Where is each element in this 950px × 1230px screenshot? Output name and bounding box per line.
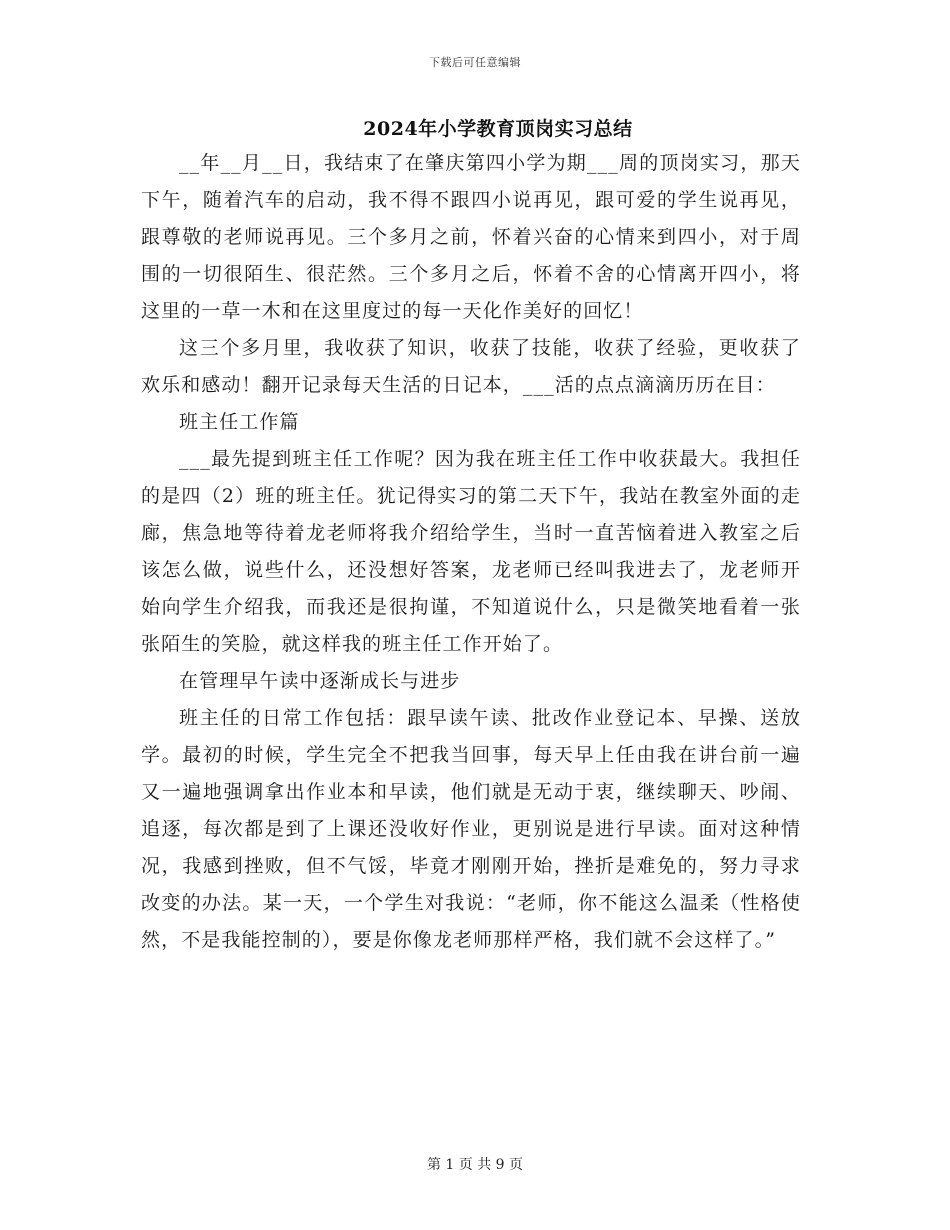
section-heading-class-teacher: 班主任工作篇 [179, 411, 300, 433]
document-title: 2024年小学教育顶岗实习总结 [363, 118, 633, 140]
paragraph-intro: __年__月__日，我结束了在肇庆第四小学为期___周的顶岗实习，那天下午，随着汽车的启动，我不得不跟四小说再见，跟可爱的学生说再见，跟尊敬的老师说再见。三个多月之前，怀着兴奋的心情来到四小，对于周围的一切很陌生、很茫然。三个多月之后，怀着不舍的心情离开四小，将这里的一草一木和在这里度过的每一天化作美好的回忆！ [141, 152, 801, 322]
paragraph-harvest: 这三个多月里，我收获了知识，收获了技能，收获了经验，更收获了欢乐和感动！翻开记录每天生活的日记本，___活的点点滴滴历历在目： [141, 337, 801, 396]
page-number: 第 1 页 共 9 页 [426, 1157, 524, 1173]
paragraph-daily-work: 班主任的日常工作包括：跟早读午读、批改作业登记本、早操、送放学。最初的时候，学生完全不把我当回事，每天早上任由我在讲台前一遍又一遍地强调拿出作业本和早读，他们就是无动于衷，继续聊天、吵闹、追逐，每次都是到了上课还没收好作业，更别说是进行早读。面对这种情况，我感到挫败，但不气馁，毕竟才刚刚开始，挫折是难免的，努力寻求改变的办法。某一天，一个学生对我说：“老师，你不能这么温柔（性格使然，不是我能控制的），要是你像龙老师那样严格，我们就不会这样了。” [141, 707, 801, 951]
document-body [141, 145, 801, 959]
paragraph-class-teacher: ___最先提到班主任工作呢？因为我在班主任工作中收获最大。我担任的是四（2）班的班主任。犹记得实习的第二天下午，我站在教室外面的走廊，焦急地等待着龙老师将我介绍给学生，当时一直苦恼着进入教室之后该怎么做，说些什么，还没想好答案，龙老师已经叫我进去了，龙老师开始向学生介绍我，而我还是很拘谨，不知道说什么，只是微笑地看着一张张陌生的笑脸，就这样我的班主任工作开始了。 [141, 448, 801, 655]
section-heading-morning-reading: 在管理早午读中逐渐成长与进步 [179, 670, 461, 692]
header-note: 下载后可任意编辑 [429, 56, 521, 69]
